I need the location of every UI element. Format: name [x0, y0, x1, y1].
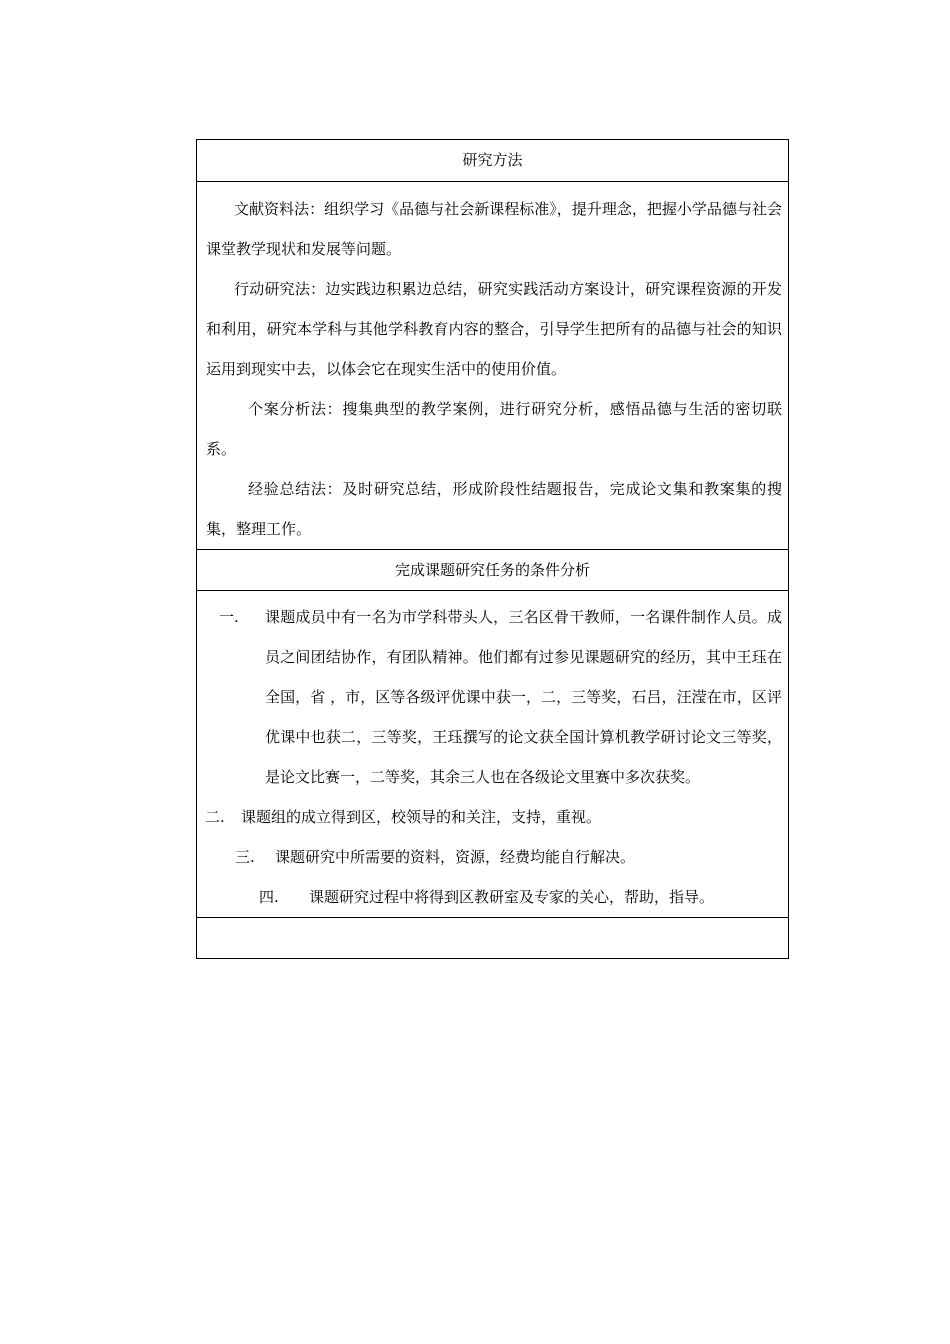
conditions-title: 完成课题研究任务的条件分析	[394, 561, 590, 579]
condition-item-1	[197, 597, 788, 797]
section-title-conditions	[197, 549, 788, 590]
method-literature: 文献资料法：组织学习《品德与社会新课程标准》，提升理念，把握小学品德与社会课堂教学现状和发展等问题。	[206, 200, 782, 258]
condition-number: 三.	[235, 848, 255, 866]
condition-number: 一.	[219, 608, 239, 626]
condition-text: 课题研究中所需要的资料，资源，经费均能自行解决。	[275, 848, 636, 866]
method-action-research: 行动研究法：边实践边积累边总结，研究实践活动方案设计，研究课程资源的开发和利用，研究本学科与其他学科教育内容的整合，引导学生把所有的品德与社会的知识运用到现实中去，以体会它在现实生活中的使用价值。	[206, 280, 782, 378]
condition-item-2	[197, 797, 788, 837]
condition-text: 课题研究过程中将得到区教研室及专家的关心，帮助，指导。	[309, 888, 715, 906]
methods-content	[197, 181, 788, 549]
condition-number: 二.	[205, 808, 225, 826]
condition-item-4	[197, 877, 788, 917]
condition-item-3	[197, 837, 788, 877]
conditions-content	[197, 590, 788, 917]
method-experience-summary: 经验总结法：及时研究总结，形成阶段性结题报告，完成论文集和教案集的搜集，整理工作。	[206, 480, 782, 538]
methods-title: 研究方法	[462, 151, 523, 169]
empty-row	[197, 917, 788, 958]
condition-number: 四.	[259, 888, 279, 906]
section-title-methods	[197, 140, 788, 181]
condition-text: 课题成员中有一名为市学科带头人，三名区骨干教师，一名课件制作人员。成员之间团结协作，有团队精神。他们都有过参见课题研究的经历，其中王珏在全国，省 ，市，区等各级评优课中获一，二，三等奖，石吕，汪滢在市，区评优课中也获二，三等奖，王珏撰写的论文获全国计算机教学研讨论文三等奖，是论文比赛一，二等奖，其余三人也在各级论文里赛中多次获奖。	[265, 608, 782, 786]
condition-text: 课题组的成立得到区，校领导的和关注，支持，重视。	[241, 808, 602, 826]
method-case-analysis: 个案分析法：搜集典型的教学案例，进行研究分析，感悟品德与生活的密切联系。	[206, 400, 782, 458]
document-table	[196, 139, 789, 959]
